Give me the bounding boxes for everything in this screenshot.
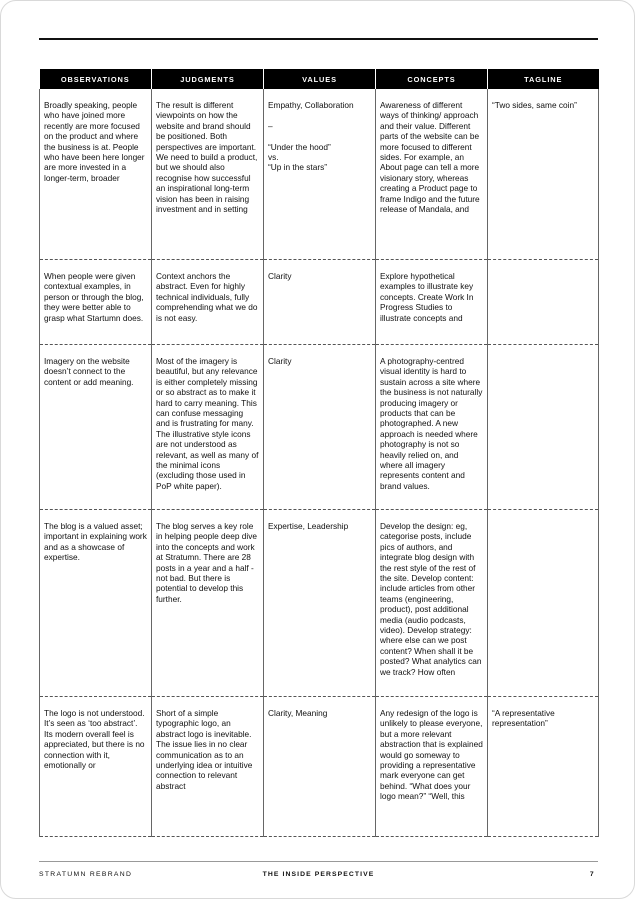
observation-cell — [40, 697, 152, 837]
value-text: Clarity — [268, 271, 292, 281]
value-cell — [264, 260, 376, 345]
footer-section-title: THE INSIDE PERSPECTIVE — [262, 871, 375, 878]
observation-text: When people were given contextual examples, in person or through the blog, they were better able to grasp what Startumn does. — [44, 271, 144, 323]
tagline-cell — [488, 510, 599, 697]
header-tagline: TAGLINE — [488, 69, 599, 89]
header-concepts: CONCEPTS — [376, 69, 488, 89]
footer-divider — [39, 861, 598, 862]
concept-text: Explore hypothetical examples to illustrate key concepts. Create Work In Progress Studies to illustrate concepts and — [380, 271, 474, 323]
tagline-cell — [488, 697, 599, 837]
observation-cell — [40, 510, 152, 697]
observation-text: The logo is not understood. It’s seen as ‘too abstract’. Its modern overall feel is appreciated, but there is no connection with it, emotionally or — [44, 708, 145, 771]
concept-cell — [376, 260, 488, 345]
tagline-text: “Two sides, same coin” — [492, 100, 577, 110]
value-text: Expertise, Leadership — [268, 521, 349, 531]
value-cell — [264, 510, 376, 697]
concept-cell — [376, 697, 488, 837]
table-row — [40, 345, 599, 510]
value-text: Clarity, Meaning — [268, 708, 328, 718]
concept-text: Develop the design: eg, categorise posts, include pics of authors, and integrate blog design with the rest style of the rest of the site. Develop content: include articles from other teams (engineering, product), post additional media (audio podcasts, video). Develop strategy: where else can we post content? When shall it be posted? What analytics can we track? How often — [380, 521, 482, 677]
observation-text: Imagery on the website doesn’t connect to the content or add meaning. — [44, 356, 134, 387]
analysis-table — [39, 69, 599, 837]
table-row — [40, 697, 599, 837]
observation-cell — [40, 260, 152, 345]
concept-cell — [376, 510, 488, 697]
value-cell — [264, 345, 376, 510]
concept-cell — [376, 89, 488, 260]
table-header-row — [40, 69, 599, 89]
concept-cell — [376, 345, 488, 510]
judgment-text: The blog serves a key role in helping people deep dive into the concepts and work at Stratumn. There are 28 posts in a year and a half - not bad. But there is potential to develop this further. — [156, 521, 258, 604]
observation-text: The blog is a valued asset; important in explaining work and as a showcase of expertise. — [44, 521, 147, 563]
tagline-text: “A representative representation” — [492, 708, 555, 729]
concept-text: Any redesign of the logo is unlikely to please everyone, but a more relevant abstraction that is explained would go someway to providing a representative mark everyone can get behind. “What does your logo mean?” “Well, this — [380, 708, 483, 802]
page-number: 7 — [589, 871, 595, 878]
value-cell — [264, 697, 376, 837]
header-judgments: JUDGMENTS — [152, 69, 264, 89]
value-text: Clarity — [268, 356, 292, 366]
observation-text: Broadly speaking, people who have joined more recently are more focused on the product and where the business is at. People who have been here longer are more invested in a longer-term, broader — [44, 100, 145, 183]
footer-brand: STRATUMN REBRAND — [39, 871, 133, 878]
judgment-text: Short of a simple typographic logo, an abstract logo is inevitable. The issue lies in no clear communication as to an underlying idea or intuitive connection to relevant abstract — [156, 708, 253, 791]
header-values: VALUES — [264, 69, 376, 89]
judgment-cell — [152, 260, 264, 345]
table-row — [40, 510, 599, 697]
judgment-cell — [152, 510, 264, 697]
header-observations: OBSERVATIONS — [40, 69, 152, 89]
value-text: Empathy, Collaboration – “Under the hood” vs. “Up in the stars” — [268, 100, 354, 173]
judgment-text: The result is different viewpoints on how the website and brand should be positioned. Both perspectives are important. We need to build a product, but we should also recognise how successful an inspirational long-term vision has been in raising investment and in setting — [156, 100, 258, 215]
concept-text: Awareness of different ways of thinking/ approach and their value. Different parts of the website can be more focused to different sides. For example, an About page can tell a more visionary story, whereas creating a Product page to frame Indigo and the future release of Mandala, and — [380, 100, 480, 215]
value-cell — [264, 89, 376, 260]
judgment-cell — [152, 89, 264, 260]
table-row — [40, 260, 599, 345]
judgment-text: Context anchors the abstract. Even for highly technical individuals, fully comprehending what we do is not easy. — [156, 271, 258, 323]
tagline-cell — [488, 345, 599, 510]
judgment-cell — [152, 345, 264, 510]
judgment-text: Most of the imagery is beautiful, but any relevance is either completely missing or so abstract as to make it hard to carry meaning. This can confuse messaging and is frustrating for many. The illustrative style icons are not understood as relevant, as well as many of the minimal icons (excluding those used in PoP white paper). — [156, 356, 259, 491]
observation-cell — [40, 345, 152, 510]
tagline-cell — [488, 89, 599, 260]
table-row — [40, 89, 599, 260]
tagline-cell — [488, 260, 599, 345]
concept-text: A photography-centred visual identity is hard to sustain across a site where the business is not naturally producing imagery or products that can be photographed. A new approach is needed where photography is not so heavily relied on, and where all imagery represents content and brand values. — [380, 356, 483, 491]
observation-cell — [40, 89, 152, 260]
judgment-cell — [152, 697, 264, 837]
top-divider — [39, 38, 598, 40]
